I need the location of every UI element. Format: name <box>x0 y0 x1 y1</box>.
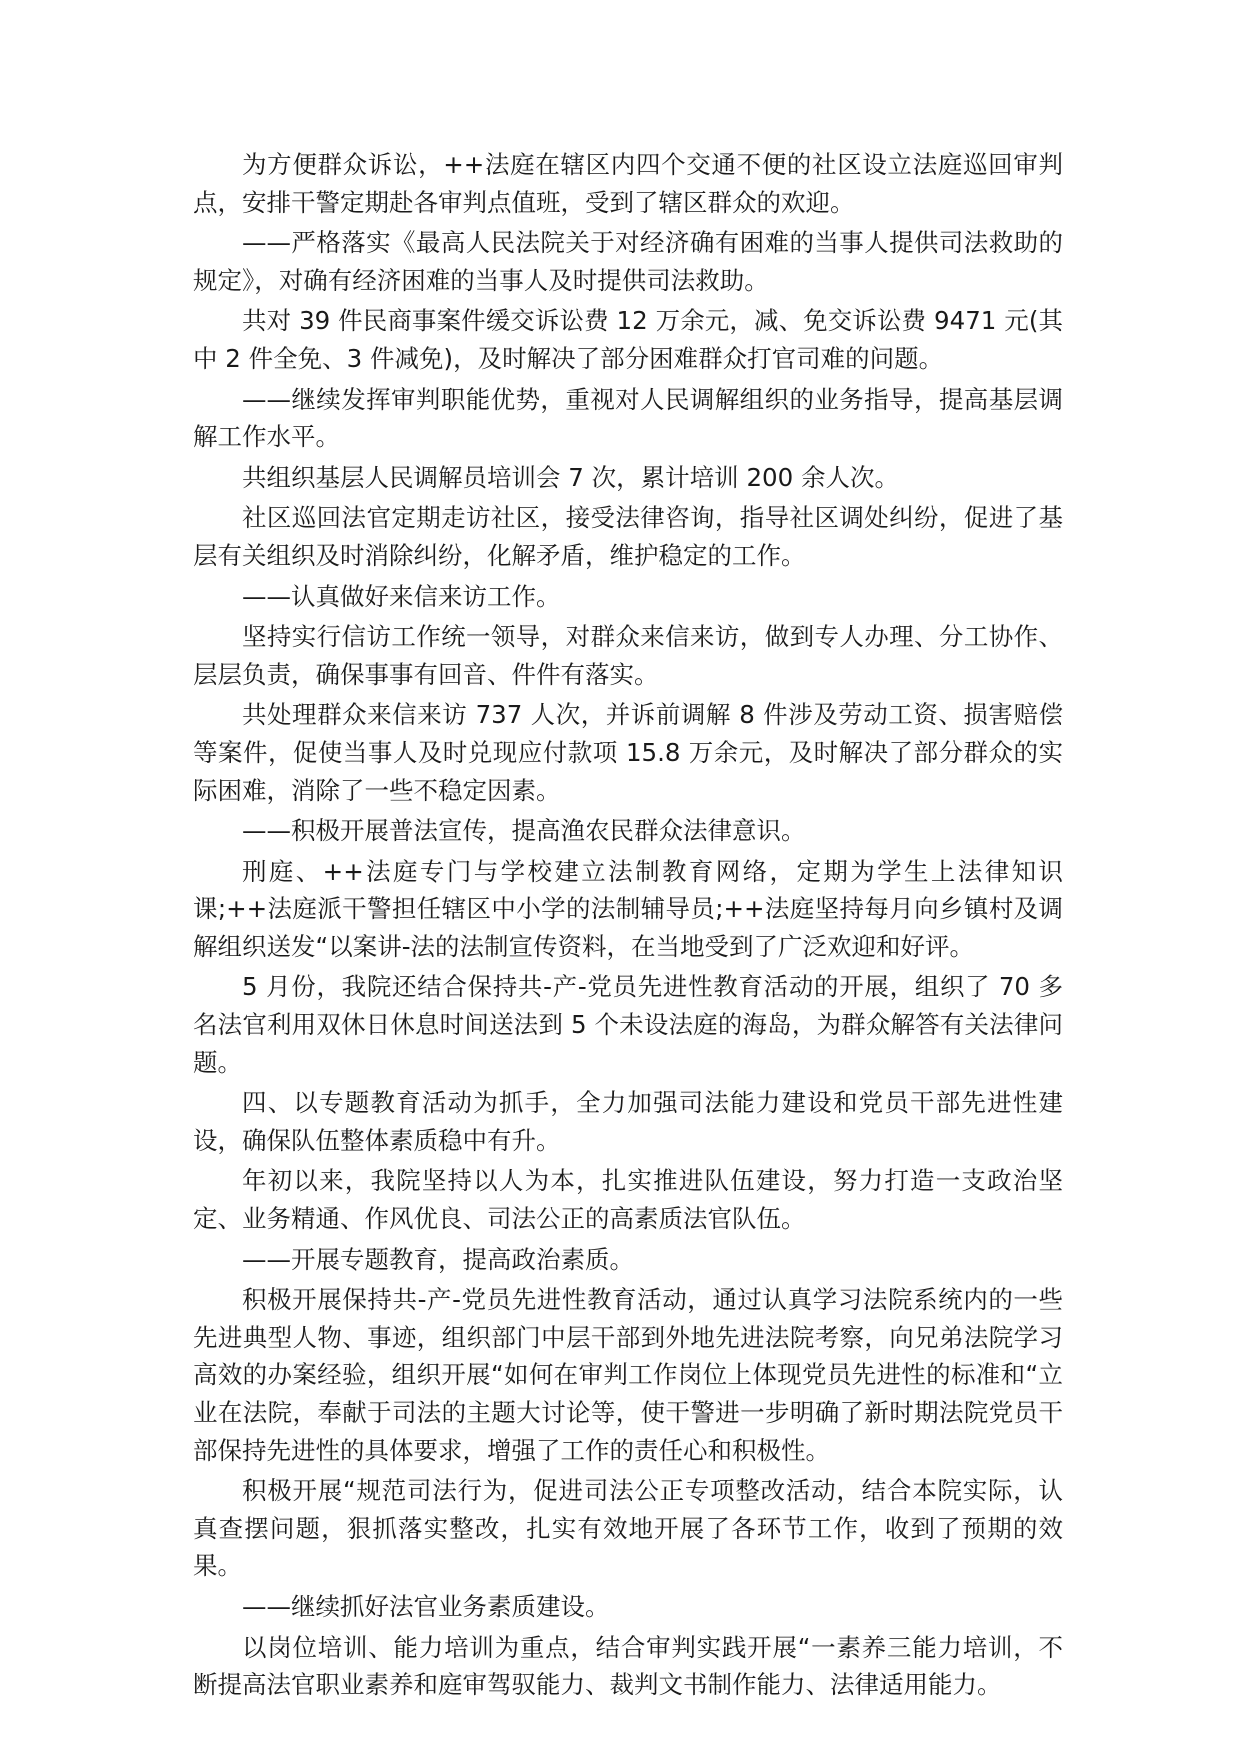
paragraph: 共处理群众来信来访 737 人次，并诉前调解 8 件涉及劳动工资、损害赔偿等案件，促使当事人及时兑现应付款项 15.8 万余元，及时解决了部分群众的实际困难，消除了一些不稳定因素。 <box>193 700 1063 805</box>
paragraph: 社区巡回法官定期走访社区，接受法律咨询，指导社区调处纠纷，促进了基层有关组织及时消除纠纷，化解矛盾，维护稳定的工作。 <box>193 503 1063 570</box>
paragraph: ——积极开展普法宣传，提高渔农民群众法律意识。 <box>242 816 806 846</box>
paragraph: 共组织基层人民调解员培训会 7 次，累计培训 200 余人次。 <box>242 462 899 492</box>
paragraph: 以岗位培训、能力培训为重点，结合审判实践开展“一素养三能力培训，不断提高法官职业素养和庭审驾驭能力、裁判文书制作能力、法律适用能力。 <box>193 1632 1063 1700</box>
paragraph: ——认真做好来信来访工作。 <box>242 581 561 611</box>
paragraph: 为方便群众诉讼，++法庭在辖区内四个交通不便的社区设立法庭巡回审判点，安排干警定期赴各审判点值班，受到了辖区群众的欢迎。 <box>193 150 1063 217</box>
document-body <box>193 146 1063 1704</box>
paragraph: 共对 39 件民商事案件缓交诉讼费 12 万余元，减、免交诉讼费 9471 元(其中 2 件全免、3 件减免)，及时解决了部分困难群众打官司难的问题。 <box>193 306 1063 373</box>
paragraph: 年初以来，我院坚持以人为本，扎实推进队伍建设，努力打造一支政治坚定、业务精通、作风优良、司法公正的高素质法官队伍。 <box>193 1166 1063 1234</box>
section-heading: 四、以专题教育活动为抓手，全力加强司法能力建设和党员干部先进性建设，确保队伍整体素质稳中有升。 <box>193 1088 1063 1155</box>
paragraph: ——继续发挥审判职能优势，重视对人民调解组织的业务指导，提高基层调解工作水平。 <box>193 384 1063 452</box>
paragraph: 积极开展“规范司法行为，促进司法公正专项整改活动，结合本院实际，认真查摆问题，狠抓落实整改，扎实有效地开展了各环节工作，收到了预期的效果。 <box>193 1476 1063 1581</box>
paragraph: ——开展专题教育，提高政治素质。 <box>242 1244 634 1274</box>
paragraph: ——继续抓好法官业务素质建设。 <box>242 1591 610 1621</box>
paragraph: 刑庭、++法庭专门与学校建立法制教育网络，定期为学生上法律知识课;++法庭派干警担任辖区中小学的法制辅导员;++法庭坚持每月向乡镇村及调解组织送发“以案讲-法的法制宣传资料，在当地受到了广泛欢迎和好评。 <box>193 856 1063 961</box>
paragraph: ——严格落实《最高人民法院关于对经济确有困难的当事人提供司法救助的规定》，对确有经济困难的当事人及时提供司法救助。 <box>193 228 1063 295</box>
paragraph: 5 月份，我院还结合保持共-产-党员先进性教育活动的开展，组织了 70 多名法官利用双休日休息时间送法到 5 个未设法庭的海岛，为群众解答有关法律问题。 <box>193 972 1063 1077</box>
paragraph: 坚持实行信访工作统一领导，对群众来信来访，做到专人办理、分工协作、层层负责，确保事事有回音、件件有落实。 <box>193 622 1063 689</box>
paragraph: 积极开展保持共-产-党员先进性教育活动，通过认真学习法院系统内的一些先进典型人物、事迹，组织部门中层干部到外地先进法院考察，向兄弟法院学习高效的办案经验，组织开展“如何在审判工作岗位上体现党员先进性的标准和“立业在法院，奉献于司法的主题大讨论等，使干警进一步明确了新时期法院党员干部保持先进性的具体要求，增强了工作的责任心和积极性。 <box>193 1285 1063 1465</box>
